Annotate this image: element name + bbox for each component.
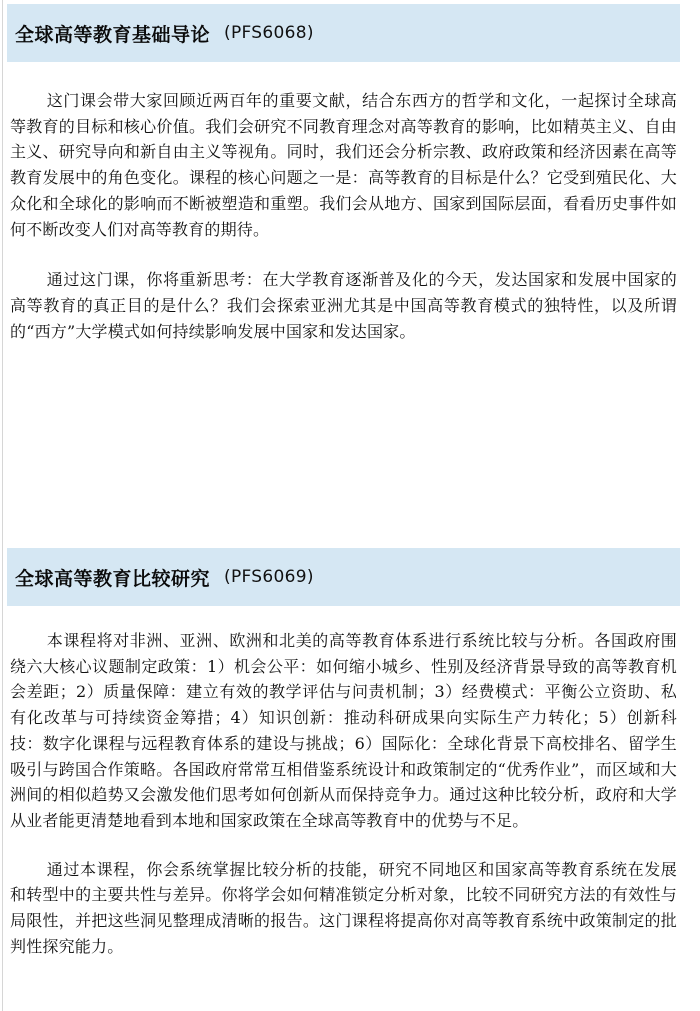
description-paragraph: 通过本课程，你会系统掌握比较分析的技能，研究不同地区和国家高等教育系统在发展和转型中的主要共性与差异。你将学会如何精准锁定分析对象，比较不同研究方法的有效性与局限性，并把这些洞见整理成清晰的报告。这门课程将提高你对高等教育系统中政策制定的批判性探究能力。 — [10, 859, 677, 956]
description-paragraph: 本课程将对非洲、亚洲、欧洲和北美的高等教育体系进行系统比较与分析。各国政府围绕六大核心议题制定政策：1）机会公平：如何缩小城乡、性别及经济背景导致的高等教育机会差距；2）质量保障：建立有效的教学评估与问责机制；3）经费模式：平衡公立资助、私有化改革与可持续资金筹措；4）知识创新：推动科研成果向实际生产力转化；5）创新科技：数字化课程与远程教育体系的建设与挑战；6）国际化：全球化背景下高校排名、留学生吸引与跨国合作策略。各国政府常常互相借鉴系统设计和政策制定的“优秀作业”，而区域和大洲间的相似趋势又会激发他们思考如何创新从而保持竞争力。通过这种比较分析，政府和大学从业者能更清楚地看到本地和国家政策在全球高等教育中的优势与不足。 — [10, 631, 677, 830]
course-section-pfs6069 — [7, 548, 680, 959]
page-edge-line — [2, 0, 3, 1011]
description-paragraph: 这门课会带大家回顾近两百年的重要文献，结合东西方的哲学和文化，一起探讨全球高等教育的目标和核心价值。我们会研究不同教育理念对高等教育的影响，比如精英主义、自由主义、研究导向和新自由主义等视角。同时，我们还会分析宗教、政府政策和经济因素在高等教育发展中的角色变化。课程的核心问题之一是：高等教育的目标是什么？它受到殖民化、大众化和全球化的影响而不断被塑造和重塑。我们会从地方、国家到国际层面，看看历史事件如何不断改变人们对高等教育的期待。 — [10, 91, 677, 239]
description-paragraph: 通过这门课，你将重新思考：在大学教育逐渐普及化的今天，发达国家和发展中国家的高等教育的真正目的是什么？我们会探索亚洲尤其是中国高等教育模式的独特性，以及所谓的“西方”大学模式如何持续影响发展中国家和发达国家。 — [10, 270, 677, 341]
course-title-banner — [7, 548, 680, 606]
course-description — [7, 628, 680, 959]
course-title: 全球高等教育比较研究 — [15, 567, 211, 590]
course-code: (PFS6068) — [224, 23, 314, 43]
course-description — [7, 88, 680, 344]
course-code: (PFS6069) — [224, 567, 314, 587]
course-title: 全球高等教育基础导论 — [15, 23, 211, 46]
course-title-banner — [7, 4, 680, 62]
course-section-pfs6068 — [7, 4, 680, 344]
